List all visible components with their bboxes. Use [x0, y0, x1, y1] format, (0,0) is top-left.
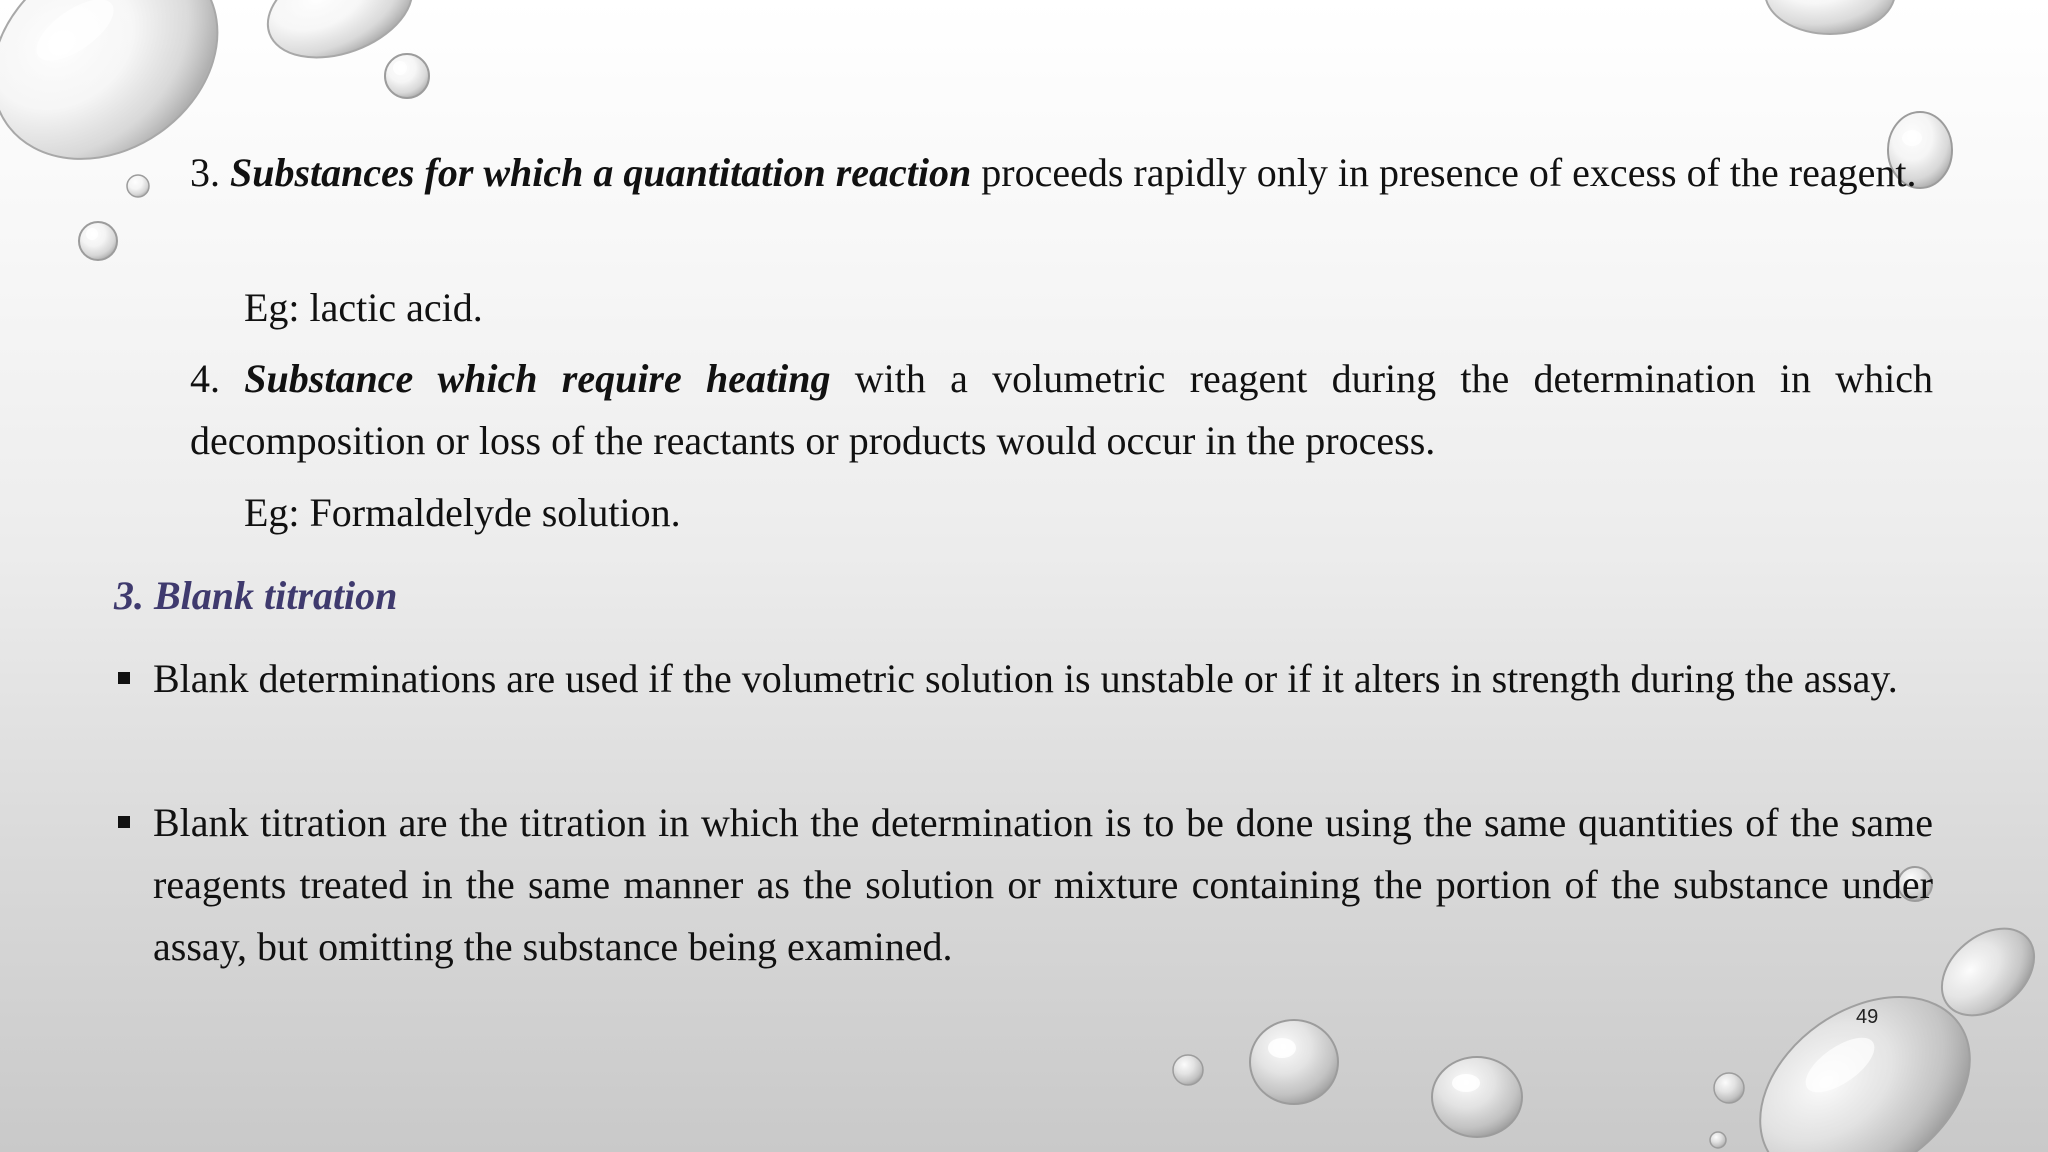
- square-bullet-icon: [118, 816, 130, 828]
- bullet-item-2: [114, 792, 1933, 978]
- bullet-text-2: Blank titration are the titration in which the determination is to be done using the same quantities of the same reagents treated in the same manner as the solution or mixture containing the portion of the substance under assay, but omitting the substance being examined.: [153, 800, 1933, 969]
- item-4-text: with a volumetric reagent during the determination in which decomposition or loss of the reactants or products would occur in the process.: [190, 356, 1934, 463]
- item-3-text: proceeds rapidly only in presence of excess of the reagent.: [971, 150, 1917, 195]
- item-3-example: Eg: lactic acid.: [244, 285, 483, 330]
- square-bullet-icon: [118, 672, 130, 684]
- item-4-emphasis: Substance which require heating: [244, 356, 831, 401]
- page-number: 49: [1856, 1006, 1879, 1028]
- bullet-item-1: [114, 648, 1933, 710]
- item-4-example: Eg: Formaldelyde solution.: [244, 490, 681, 535]
- item-3-paragraph: [190, 142, 1933, 204]
- item-3-emphasis: Substances for which a quantitation reaction: [230, 150, 972, 195]
- item-4-paragraph: [190, 348, 1933, 472]
- bullet-text-1: Blank determinations are used if the volumetric solution is unstable or if it alters in strength during the assay.: [153, 656, 1898, 701]
- section-heading: 3. Blank titration: [114, 573, 398, 618]
- item-4-number: 4.: [190, 356, 245, 401]
- item-3-number: 3.: [190, 150, 230, 195]
